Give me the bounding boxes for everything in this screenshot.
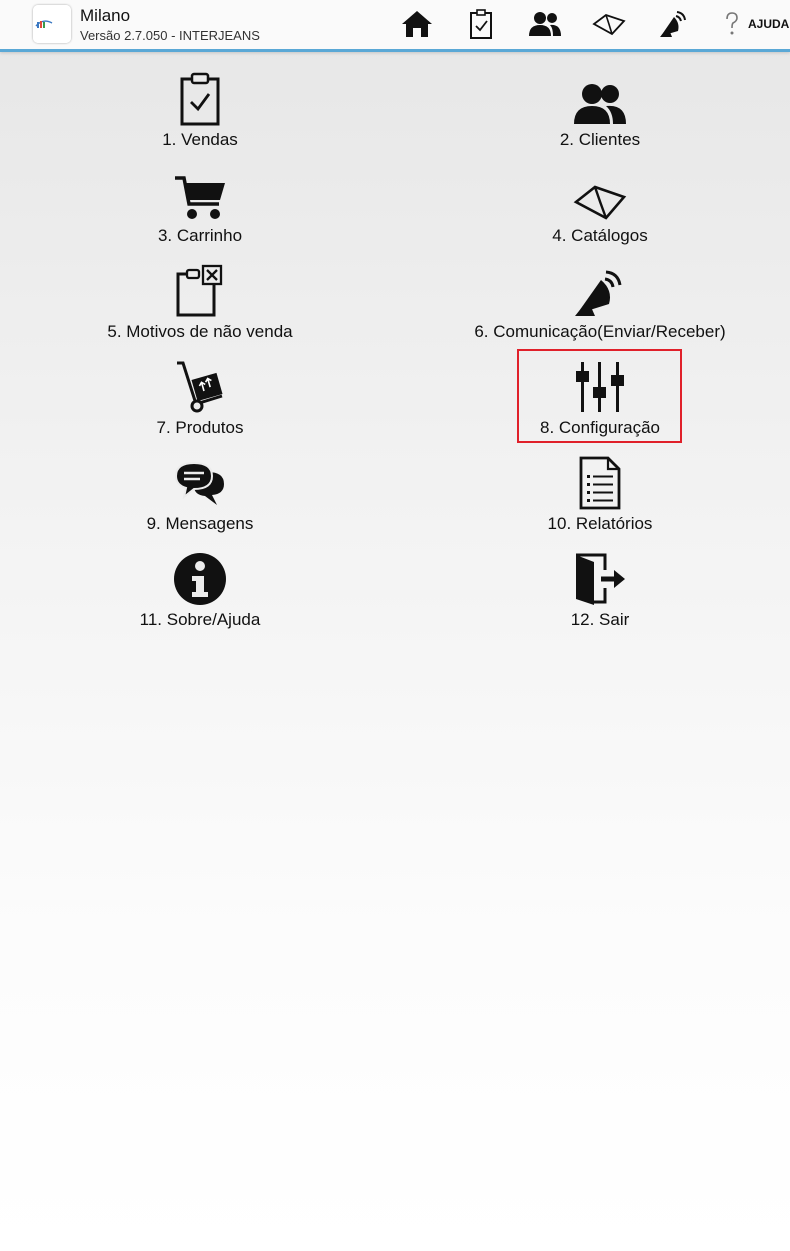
menu-label: 2. Clientes — [559, 130, 641, 149]
menu-label: 6. Comunicação(Enviar/Receber) — [474, 322, 726, 341]
toolbar-comunicacao-button[interactable] — [655, 7, 691, 41]
menu-label: 7. Produtos — [156, 418, 244, 437]
menu-label: 4. Catálogos — [552, 226, 648, 245]
book-icon — [573, 182, 627, 222]
users-icon — [528, 11, 562, 37]
question-icon — [722, 11, 742, 37]
document-list-icon — [578, 456, 622, 510]
toolbar-home-button[interactable] — [399, 7, 435, 41]
satellite-dish-icon — [573, 268, 627, 318]
users-icon — [572, 82, 628, 126]
menu-label: 9. Mensagens — [146, 514, 254, 533]
clipboard-check-icon — [469, 9, 493, 39]
info-icon — [173, 552, 227, 606]
menu-item-mensagens[interactable] — [130, 454, 270, 534]
clipboard-x-icon — [175, 264, 225, 318]
app-version: Versão 2.7.050 - INTERJEANS — [80, 28, 260, 43]
cart-icon — [173, 174, 227, 222]
menu-item-catalogos[interactable] — [500, 166, 700, 246]
menu-label: 1. Vendas — [162, 130, 238, 149]
toolbar-vendas-button[interactable] — [463, 7, 499, 41]
menu-item-sair[interactable] — [550, 550, 650, 630]
menu-item-motivos-nao-venda[interactable] — [90, 262, 310, 342]
menu-label: 3. Carrinho — [157, 226, 243, 245]
hand-truck-icon — [174, 360, 226, 414]
menu-label: 10. Relatórios — [547, 514, 653, 533]
chat-bubbles-icon — [172, 460, 228, 510]
toolbar-catalogos-button[interactable] — [591, 7, 627, 41]
menu-item-configuracao[interactable] — [520, 358, 680, 438]
menu-label: 8. Configuração — [539, 418, 661, 437]
menu-label: 5. Motivos de não venda — [107, 322, 293, 341]
app-logo — [33, 5, 71, 43]
clipboard-check-icon — [179, 72, 221, 126]
menu-item-comunicacao[interactable] — [450, 262, 750, 342]
exit-door-icon — [573, 552, 627, 606]
menu-item-relatorios[interactable] — [530, 454, 670, 534]
app-title: Milano — [80, 6, 131, 25]
menu-item-produtos[interactable] — [150, 358, 250, 438]
toolbar-help-button[interactable] — [722, 10, 789, 38]
satellite-dish-icon — [658, 9, 688, 39]
help-label: AJUDA — [748, 17, 790, 31]
home-icon — [401, 10, 433, 38]
menu-item-vendas[interactable] — [150, 70, 250, 150]
toolbar-clientes-button[interactable] — [527, 7, 563, 41]
book-icon — [592, 12, 626, 36]
menu-label: 12. Sair — [570, 610, 630, 629]
menu-label: 11. Sobre/Ajuda — [139, 610, 261, 629]
sliders-icon — [573, 360, 627, 414]
top-app-bar — [0, 0, 790, 52]
menu-item-clientes[interactable] — [500, 70, 700, 150]
menu-item-carrinho[interactable] — [150, 166, 250, 246]
menu-item-sobre-ajuda[interactable] — [120, 550, 280, 630]
